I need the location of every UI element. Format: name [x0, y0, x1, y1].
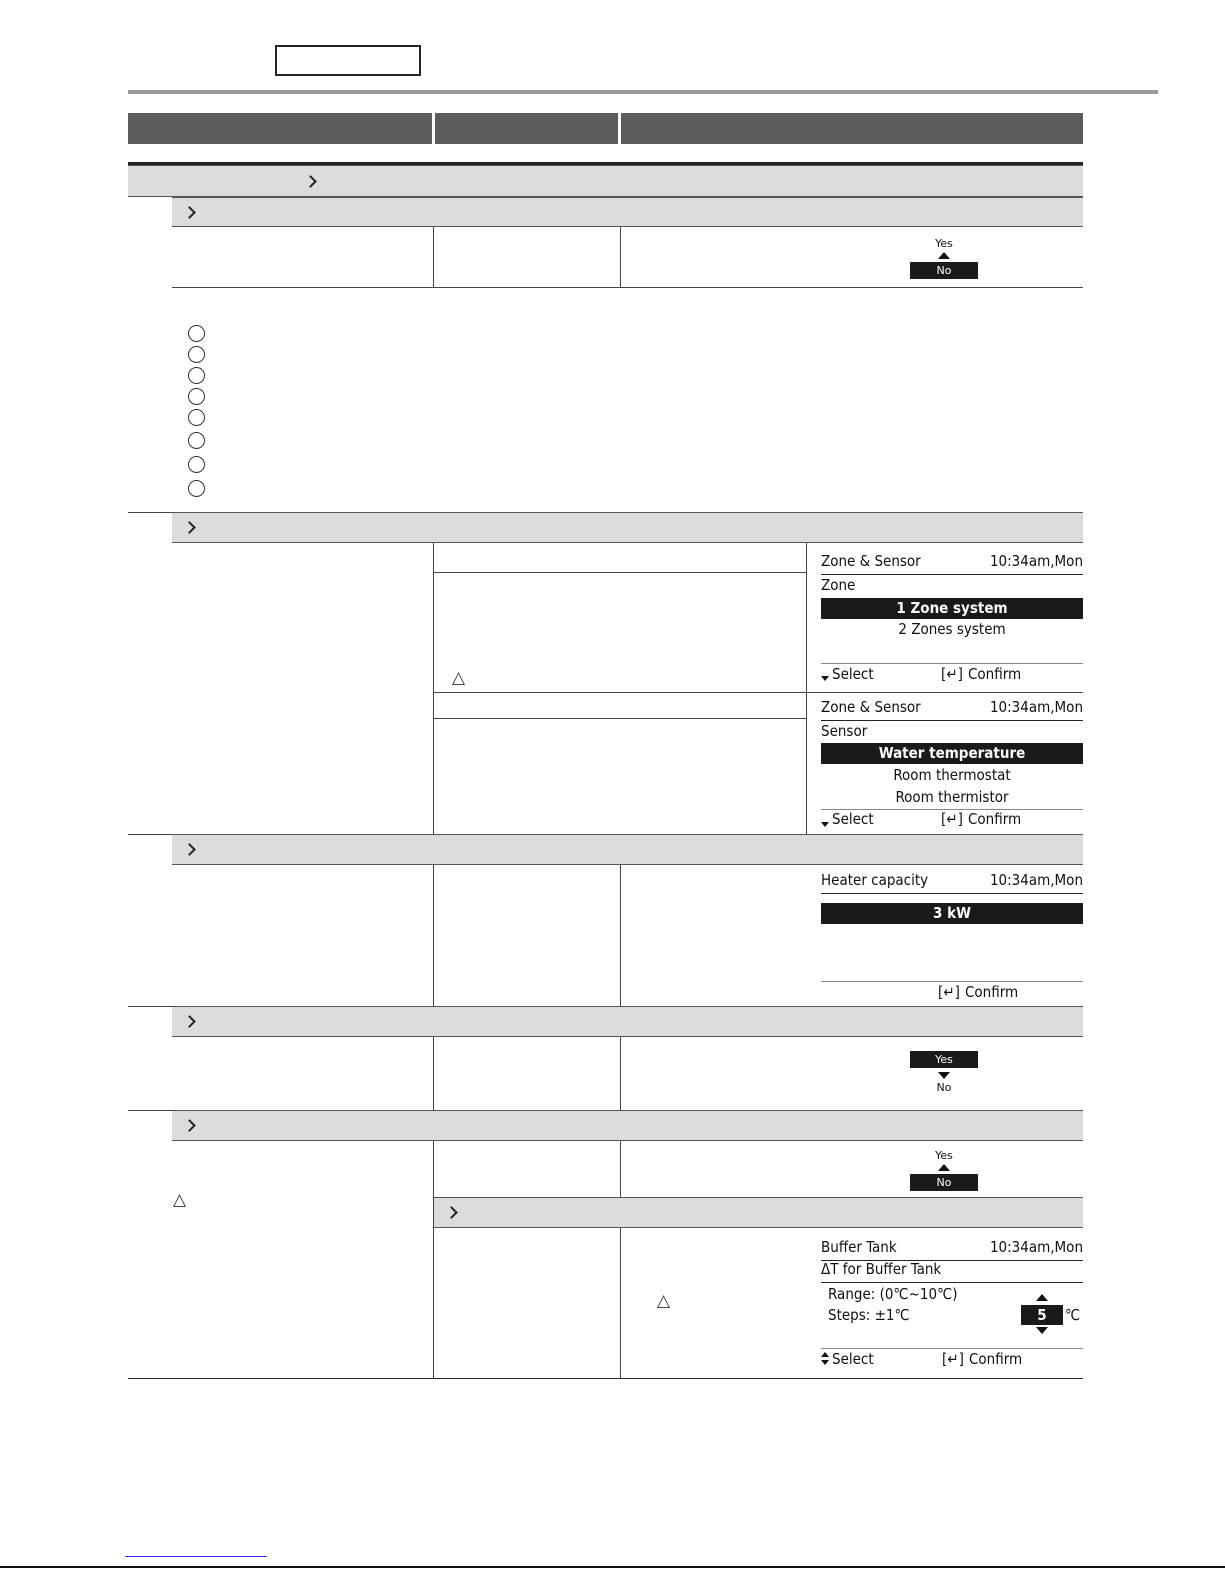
numbered-circle-2	[188, 346, 205, 363]
table-bottom-rule	[128, 1378, 1083, 1379]
arrow-down-icon	[938, 1072, 950, 1079]
lcd-unit: ℃	[1065, 1306, 1081, 1324]
numbered-circle-4	[188, 388, 205, 405]
lcd-subtitle: Sensor	[821, 722, 868, 740]
lcd-option[interactable]: 2 Zones system	[898, 620, 1006, 638]
chevron-right-icon	[445, 1206, 458, 1219]
arrow-down-icon	[821, 1360, 829, 1365]
row-divider	[128, 1006, 172, 1007]
lcd-confirm-label: Confirm	[968, 810, 1022, 828]
footer-link-underline	[125, 1556, 267, 1557]
header-box	[275, 45, 421, 76]
top-divider	[128, 90, 1158, 94]
column-divider	[806, 543, 807, 834]
lcd-value-stepper[interactable]: 5	[1021, 1305, 1063, 1325]
lcd-time: 10:34am,Mon	[989, 698, 1083, 716]
warning-triangle-icon: △	[173, 1190, 187, 1210]
warning-triangle-icon: △	[657, 1291, 671, 1311]
warning-triangle-icon: △	[452, 668, 466, 688]
column-divider	[620, 1141, 621, 1197]
chevron-right-icon	[183, 843, 196, 856]
row-divider	[433, 718, 806, 719]
lcd-confirm-label: Confirm	[965, 983, 1019, 1001]
enter-icon: [↵]	[941, 810, 963, 828]
lcd-option[interactable]: Room thermostat	[893, 766, 1011, 784]
column-divider	[433, 1141, 434, 1378]
section-band-main	[128, 165, 1083, 197]
column-header-1	[128, 113, 432, 144]
subsection-band-5	[172, 1110, 1083, 1141]
column-divider	[433, 227, 434, 287]
numbered-circle-1	[188, 325, 205, 342]
lcd-time: 10:34am,Mon	[989, 552, 1083, 570]
lcd-time: 10:34am,Mon	[989, 871, 1083, 889]
lcd-confirm-label: Confirm	[968, 665, 1022, 683]
column-divider	[620, 1037, 621, 1110]
lcd-divider	[821, 663, 1083, 664]
no-option[interactable]: No	[936, 1081, 952, 1094]
row-divider	[128, 1110, 172, 1111]
page-bottom-rule	[0, 1566, 1225, 1568]
enter-icon: [↵]	[941, 665, 963, 683]
lcd-title: Zone & Sensor	[821, 552, 921, 570]
row-divider	[172, 287, 1083, 288]
lcd-option-selected[interactable]: Water temperature	[821, 743, 1083, 764]
lcd-select-label: Select	[832, 810, 874, 828]
chevron-right-icon	[304, 175, 317, 188]
subsection-band-3	[172, 834, 1083, 865]
lcd-option-selected[interactable]: 1 Zone system	[821, 598, 1083, 619]
numbered-circle-3	[188, 367, 205, 384]
lcd-value-selected[interactable]: 3 kW	[821, 903, 1083, 924]
lcd-subtitle: ΔT for Buffer Tank	[821, 1260, 1083, 1283]
yes-option-selected[interactable]: Yes	[910, 1051, 978, 1068]
lcd-divider	[821, 1348, 1083, 1349]
lcd-steps: Steps: ±1℃	[828, 1306, 910, 1324]
yes-option[interactable]: Yes	[935, 237, 953, 250]
lcd-select-label: Select	[832, 1350, 874, 1368]
lcd-divider	[821, 981, 1083, 982]
subsection-band-1	[172, 197, 1083, 227]
row-divider	[128, 512, 172, 513]
numbered-circle-7	[188, 456, 205, 473]
column-header-3	[621, 113, 1083, 144]
arrow-down-icon	[821, 676, 829, 681]
arrow-up-icon[interactable]	[1036, 1294, 1048, 1301]
lcd-buffer-tank-screen	[821, 1236, 1083, 1374]
arrow-up-icon	[938, 1164, 950, 1171]
row-divider	[433, 692, 1083, 693]
row-divider	[433, 572, 806, 573]
subsection-band-4	[172, 1006, 1083, 1037]
lcd-zone-screen	[821, 550, 1083, 688]
lcd-title: Heater capacity	[821, 871, 929, 889]
lcd-range: Range: (0℃~10℃)	[828, 1285, 958, 1303]
chevron-right-icon	[183, 1119, 196, 1132]
lcd-heater-capacity-screen	[821, 869, 1083, 1003]
numbered-circle-8	[188, 480, 205, 497]
arrow-up-icon	[821, 1352, 829, 1357]
subsection-band-5-nested	[434, 1197, 1083, 1228]
lcd-time: 10:34am,Mon	[989, 1238, 1083, 1256]
numbered-circle-6	[188, 432, 205, 449]
column-divider	[433, 543, 434, 834]
no-option-selected[interactable]: No	[910, 1174, 978, 1191]
column-divider	[433, 865, 434, 1006]
lcd-title: Zone & Sensor	[821, 698, 921, 716]
lcd-sensor-screen	[821, 696, 1083, 832]
lcd-title: Buffer Tank	[821, 1238, 897, 1256]
arrow-down-icon[interactable]	[1036, 1327, 1048, 1334]
yes-option[interactable]: Yes	[935, 1149, 953, 1162]
no-option-selected[interactable]: No	[910, 262, 978, 279]
lcd-subtitle: Zone	[821, 576, 856, 594]
enter-icon: [↵]	[938, 983, 960, 1001]
arrow-down-icon	[821, 822, 829, 827]
lcd-option[interactable]: Room thermistor	[895, 788, 1009, 806]
column-divider	[620, 1228, 621, 1378]
column-divider	[620, 865, 621, 1006]
chevron-right-icon	[183, 206, 196, 219]
arrow-up-icon	[938, 252, 950, 259]
lcd-select-label: Select	[832, 665, 874, 683]
chevron-right-icon	[183, 1015, 196, 1028]
chevron-right-icon	[183, 521, 196, 534]
enter-icon: [↵]	[942, 1350, 964, 1368]
row-divider	[128, 834, 172, 835]
subsection-band-2	[172, 512, 1083, 543]
numbered-circle-5	[188, 409, 205, 426]
lcd-confirm-label: Confirm	[969, 1350, 1023, 1368]
column-header-2	[435, 113, 618, 144]
column-divider	[620, 227, 621, 287]
column-divider	[433, 1037, 434, 1110]
